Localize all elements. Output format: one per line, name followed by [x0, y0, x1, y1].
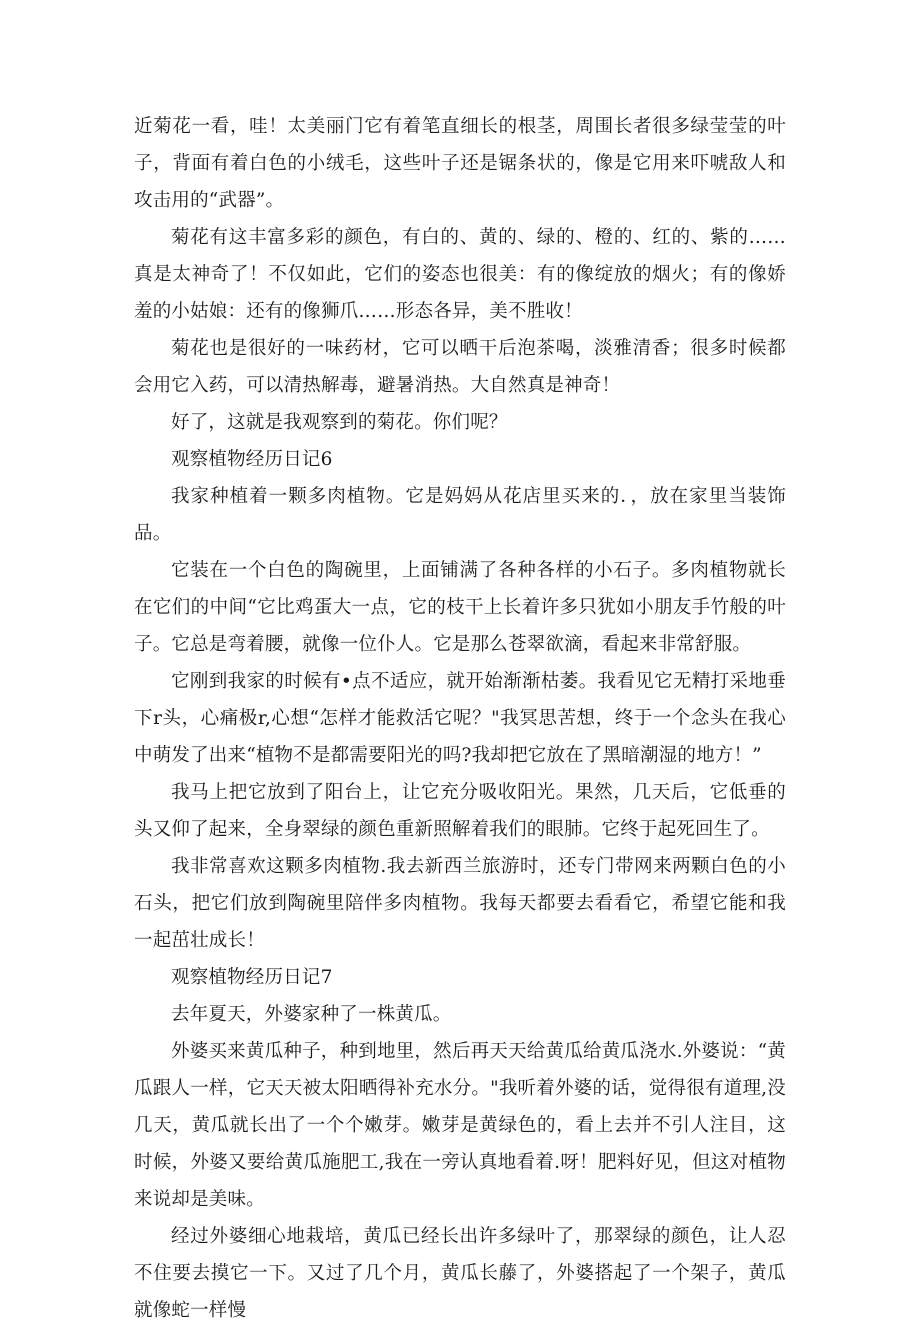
paragraph-continuation: 近菊花一看，哇！太美丽门它有着笔直细长的根茎，周围长者很多绿莹莹的叶子，背面有着白色的小绒毛，这些叶子还是锯条状的，像是它用来吓唬敌人和攻击用的“武器”。 [134, 116, 786, 211]
document-body [134, 108, 786, 1329]
paragraph-closing-question: 好了，这就是我观察到的菊花。你们呢？ [171, 412, 508, 433]
paragraph-succulent-stones: 我非常喜欢这颗多肉植物.我去新西兰旅游时，还专门带网来两颗白色的小石头，把它们放到陶碗里陪伴多肉植物。我每天都要去看看它，希望它能和我一起茁壮成长！ [134, 856, 786, 951]
paragraph-cucumber-intro: 去年夏天，外婆家种了一株黄瓜。 [171, 1004, 452, 1025]
paragraph-succulent-intro: 我家种植着一颗多肉植物。它是妈妈从花店里买来的．，放在家里当装饰品。 [134, 486, 786, 544]
paragraph-cucumber-vines: 经过外婆细心地栽培，黄瓜已经长出许多绿叶了，那翠绿的颜色，让人忍不住要去摸它一下。又过了几个月，黄瓜长藤了，外婆搭起了一个架子，黄瓜就像蛇一样慢 [134, 1226, 786, 1321]
paragraph-chrysanthemum-colors: 菊花有这丰富多彩的颜色，有白的、黄的、绿的、橙的、红的、紫的……真是太神奇了！不仅如此，它们的姿态也很美：有的像绽放的烟火；有的像娇羞的小姑娘：还有的像狮爪……形态各异，美不胜收！ [134, 227, 786, 322]
paragraph-succulent-recovery: 我马上把它放到了阳台上，让它充分吸收阳光。果然，几天后，它低垂的头又仰了起来，全身翠绿的颜色重新照解着我们的眼肺。它终于起死回生了。 [134, 782, 786, 840]
paragraph-chrysanthemum-medicine: 菊花也是很好的一味药材，它可以晒干后泡茶喝，淡雅清香；很多时候都会用它入药，可以清热解毒，避暑消热。大自然真是神奇！ [134, 338, 786, 396]
diary-heading-6: 观察植物经历日记6 [171, 449, 333, 470]
paragraph-succulent-description: 它装在一个白色的陶碗里，上面铺满了各种各样的小石子。多肉植物就长在它们的中间“它比鸡蛋大一点，它的枝干上长着许多只犹如小朋友手竹般的叶子。它总是弯着腰，就像一位仆人。它是那么苍翠欲滴，看起来非常舒服。 [134, 560, 786, 655]
paragraph-cucumber-growing: 外婆买来黄瓜种子，种到地里，然后再天天给黄瓜给黄瓜浇水.外婆说：“黄瓜跟人一样，它天天被太阳晒得补充水分。"我听着外婆的话，觉得很有道理,没几天，黄瓜就长出了一个个嫩芽。嫩芽是黄绿色的，看上去并不引人注目，这时候，外婆又要给黄瓜施肥工,我在一旁认真地看着.呀！肥料好见，但这对植物来说却是美味。 [134, 1041, 786, 1210]
paragraph-succulent-wilting: 它刚到我家的时候有•点不适应，就开始渐渐枯萎。我看见它无精打采地垂下r头，心痛极r,心想“怎样才能救活它呢？"我冥思苦想，终于一个念头在我心中萌发了出来“植物不是都需要阳光的吗?我却把它放在了黑暗潮湿的地方！” [134, 671, 786, 766]
diary-heading-7: 观察植物经历日记7 [171, 967, 333, 988]
